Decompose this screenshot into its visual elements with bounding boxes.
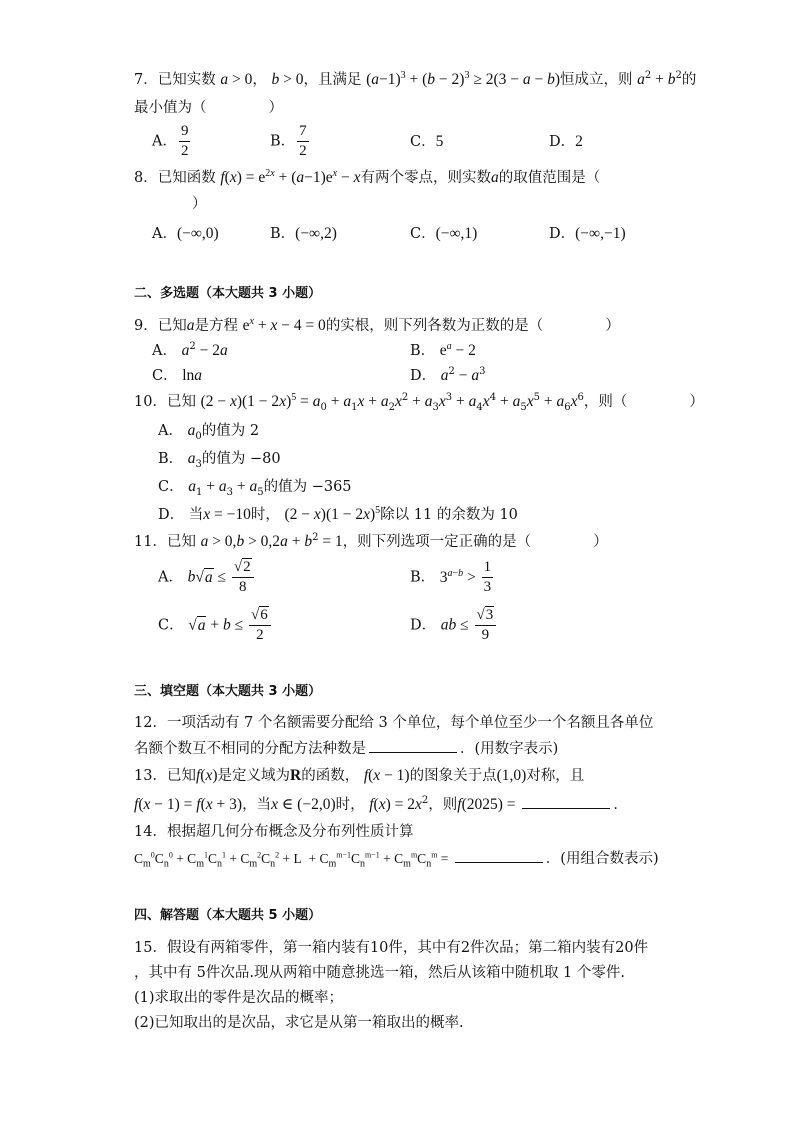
section-2-heading: 二、多选题（本大题共 3 小题） bbox=[134, 286, 322, 301]
question-14-line-2: $C_m^0C_n^0 + C_m^1C_n^1 + C_m^2C_n^2 + L + C_m^{m-1}C_n^{m-1} + C_m^mC_n^m$ = ．(用组合数表示) bbox=[134, 848, 659, 870]
answer-blank[interactable] bbox=[522, 794, 610, 809]
question-10-option-b[interactable]: B． $a_3$的值为 −80 bbox=[158, 450, 281, 470]
question-11-option-c[interactable]: C． √a + b ≤ $\frac{√6}{2}$ bbox=[158, 608, 273, 646]
question-7-option-b[interactable]: B． $\frac{7}{2}$ bbox=[270, 123, 307, 159]
question-10-stem: 10．已知 $(2 - x)(1 - 2x)^5 = a_0 + a_1x + a_2x^2 + a_3x^3 + a_4x^4 + a_5x^5 + a_6x^6$，则（ ） bbox=[134, 391, 704, 413]
question-10-option-c[interactable]: C． $a_1 + a_3 + a_5$的值为 −365 bbox=[158, 478, 352, 498]
question-8-stem: 8．已知函数 $f(x) = e^{2x} + (a-1)e^x - x$有两个零点，则实数a的取值范围是（ bbox=[134, 167, 601, 186]
question-15-line-2: ，其中有 5件次品.现从两箱中随意挑选一箱，然后从该箱中随机取 1 个零件. bbox=[134, 965, 625, 981]
question-8-option-a[interactable]: A．(−∞,0) bbox=[152, 225, 219, 242]
question-12-line-2: 名额个数互不相同的分配方法种数是 ．(用数字表示) bbox=[134, 738, 558, 759]
question-10-option-a[interactable]: A． $a_0$的值为 2 bbox=[158, 422, 260, 442]
question-11-option-a[interactable]: A． b√a ≤ $\frac{√2}{8}$ bbox=[158, 560, 256, 598]
question-14-line-1: 14．根据超几何分布概念及分布列性质计算 bbox=[134, 824, 414, 840]
question-7-option-c[interactable]: C．5 bbox=[410, 133, 444, 150]
question-11-stem: 11．已知 $a > 0,b > 0,2a + b^2 = 1$，则下列选项一定正确的是（ ） bbox=[134, 532, 608, 550]
question-11-option-d[interactable]: D． ab ≤ $\frac{√3}{9}$ bbox=[410, 608, 498, 646]
section-4-heading: 四、解答题（本大题共 5 小题） bbox=[134, 908, 322, 923]
section-3-heading: 三、填空题（本大题共 3 小题） bbox=[134, 684, 322, 699]
question-10-option-d[interactable]: D． 当x = −10时， $(2 - x)(1 - 2x)^5$除以 11 的余数为 10 bbox=[158, 504, 518, 523]
question-8-option-d[interactable]: D．(−∞,−1) bbox=[549, 225, 626, 242]
question-8-option-c[interactable]: C．(−∞,1) bbox=[410, 225, 478, 242]
question-9-stem: 9．已知a是方程 $e^x + x - 4 = 0$的实根，则下列各数为正数的是（ ） bbox=[134, 315, 620, 334]
question-13-line-2: f(x − 1) = f(x + 3)，当x ∈ (−2,0)时， $f(x) = 2x^2$，则f(2025) = ． bbox=[134, 795, 628, 813]
question-13-line-1: 13．已知f(x)是定义域为R的函数， f(x − 1)的图象关于点(1,0)对称，且 bbox=[134, 767, 585, 784]
question-7-stem: 7．已知实数 a > 0， b > 0，且满足 $(a-1)^3 + (b - 2)^3 \ge 2(3 - a - b)$恒成立，则 $a^2 + b^2$的 bbox=[134, 69, 697, 88]
question-15-line-1: 15．假设有两箱零件，第一箱内装有10件，其中有2件次品；第二箱内装有20件 bbox=[134, 940, 649, 956]
question-15-part-1: (1)求取出的零件是次品的概率； bbox=[134, 990, 344, 1006]
question-11-option-b[interactable]: B． $3^{a-b}$ > $\frac{1}{3}$ bbox=[410, 559, 492, 595]
question-8-stem-cont: ） bbox=[192, 196, 207, 212]
question-15-part-2: (2)已知取出的是次品，求它是从第一箱取出的概率. bbox=[134, 1015, 464, 1031]
question-7-option-a[interactable]: A． $\frac{9}{2}$ bbox=[152, 123, 189, 159]
question-8-option-b[interactable]: B．(−∞,2) bbox=[270, 225, 337, 242]
answer-blank[interactable] bbox=[455, 848, 543, 863]
question-7-stem-cont: 最小值为（ ） bbox=[134, 100, 283, 116]
answer-blank[interactable] bbox=[369, 738, 457, 753]
question-9-option-c[interactable]: C． lna bbox=[152, 367, 203, 384]
question-9-option-d[interactable]: D． $a^2 - a^3$ bbox=[410, 366, 486, 384]
question-9-option-b[interactable]: B． $e^a - 2$ bbox=[410, 340, 476, 359]
question-12-line-1: 12．一项活动有 7 个名额需要分配给 3 个单位，每个单位至少一个名额且各单位 bbox=[134, 715, 654, 731]
question-7-option-d[interactable]: D．2 bbox=[549, 133, 583, 150]
question-9-option-a[interactable]: A． $a^2 - 2a$ bbox=[152, 341, 228, 359]
